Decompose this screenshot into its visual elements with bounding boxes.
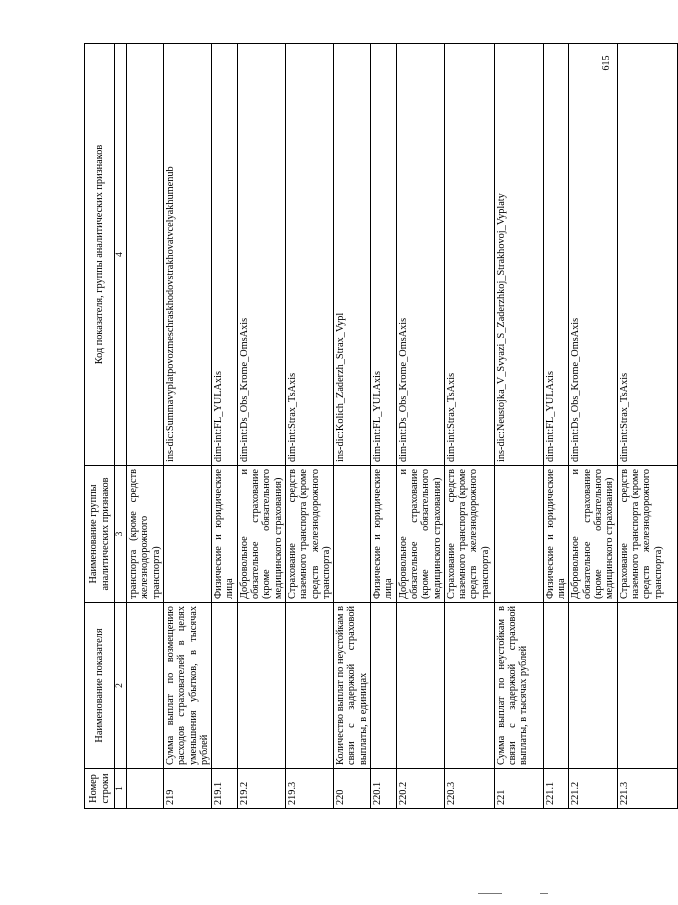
group-name: Физические и юридические лица bbox=[212, 466, 238, 603]
row-number: 221.3 bbox=[617, 769, 677, 809]
indicator-code: ins-dic:Kolich_Zaderzh_Strax_Vypl bbox=[334, 44, 371, 466]
row-number: 219.2 bbox=[237, 769, 285, 809]
indicator-name bbox=[127, 603, 164, 769]
indicator-name bbox=[569, 603, 617, 769]
column-number: 4 bbox=[115, 44, 127, 466]
table-row bbox=[212, 44, 238, 809]
row-number: 220.2 bbox=[396, 769, 444, 809]
column-number: 2 bbox=[115, 603, 127, 769]
indicator-name bbox=[617, 603, 677, 769]
row-number: 220.3 bbox=[444, 769, 494, 809]
group-name: Страхование средств наземного транспорта (кроме средств железнодорожного транспорта) bbox=[285, 466, 333, 603]
row-number: 219.3 bbox=[285, 769, 333, 809]
header-group-name: Наименование группы аналитических признаков bbox=[85, 466, 115, 603]
indicator-code: dim-int:Strax_TsAxis bbox=[285, 44, 333, 466]
footer-divider bbox=[540, 893, 548, 894]
indicator-name bbox=[543, 603, 569, 769]
indicator-code: dim-int:Ds_Obs_Krome_OmsAxis bbox=[237, 44, 285, 466]
indicator-name bbox=[212, 603, 238, 769]
group-name: Физические и юридические лица bbox=[543, 466, 569, 603]
page-number: 615 bbox=[601, 55, 612, 71]
indicator-code: ins-dic:Summavyplatpovozmeschraskhodovstrakhovatvcelyakhumenub bbox=[164, 44, 212, 466]
indicator-name bbox=[371, 603, 397, 769]
indicator-name bbox=[285, 603, 333, 769]
row-number: 219.1 bbox=[212, 769, 238, 809]
row-number: 221.2 bbox=[569, 769, 617, 809]
group-name: Добровольное и обязательное страхование (кроме обязательного медицинского страхования) bbox=[569, 466, 617, 603]
table-row bbox=[237, 44, 285, 809]
group-name: Страхование средств наземного транспорта (кроме средств железнодорожного транспорта) bbox=[444, 466, 494, 603]
table-header-row bbox=[85, 44, 115, 809]
row-number: 220 bbox=[334, 769, 371, 809]
indicator-code: dim-int:FL_YULAxis bbox=[212, 44, 238, 466]
row-number: 220.1 bbox=[371, 769, 397, 809]
indicator-table bbox=[84, 43, 678, 809]
group-name: Физические и юридические лица bbox=[371, 466, 397, 603]
row-number: 221.1 bbox=[543, 769, 569, 809]
footer-divider bbox=[478, 893, 502, 894]
table-row bbox=[371, 44, 397, 809]
table-row bbox=[334, 44, 371, 809]
table-row bbox=[164, 44, 212, 809]
header-row-number: Номер строки bbox=[85, 769, 115, 809]
indicator-code: ins-dic:Neustojka_V_Svyazi_S_Zaderzhkoj_Strakhovoj_Vyplaty bbox=[494, 44, 543, 466]
indicator-code: dim-int:Strax_TsAxis bbox=[617, 44, 677, 466]
header-indicator-name: Наименование показателя bbox=[85, 603, 115, 769]
table-row bbox=[396, 44, 444, 809]
indicator-code bbox=[127, 44, 164, 466]
indicator-code: dim-int:Ds_Obs_Krome_OmsAxis bbox=[569, 44, 617, 466]
indicator-name: Количество выплат по неустойкам в связи с задержкой страховой выплаты, в единицах bbox=[334, 603, 371, 769]
column-number: 3 bbox=[115, 466, 127, 603]
table-row bbox=[617, 44, 677, 809]
group-name: Добровольное и обязательное страхование (кроме обязательного медицинского страхования) bbox=[396, 466, 444, 603]
row-number: 219 bbox=[164, 769, 212, 809]
indicator-code: dim-int:Strax_TsAxis bbox=[444, 44, 494, 466]
group-name bbox=[334, 466, 371, 603]
row-number: 221 bbox=[494, 769, 543, 809]
row-number bbox=[127, 769, 164, 809]
group-name bbox=[494, 466, 543, 603]
table-row bbox=[569, 44, 617, 809]
group-name: Добровольное и обязательное страхование (кроме обязательного медицинского страхования) bbox=[237, 466, 285, 603]
indicator-name bbox=[396, 603, 444, 769]
indicator-code: dim-int:Ds_Obs_Krome_OmsAxis bbox=[396, 44, 444, 466]
indicator-name bbox=[444, 603, 494, 769]
header-code: Код показателя, группы аналитических признаков bbox=[85, 44, 115, 466]
table-row bbox=[444, 44, 494, 809]
column-number: 1 bbox=[115, 769, 127, 809]
table-row bbox=[127, 44, 164, 809]
indicator-name bbox=[237, 603, 285, 769]
table-row bbox=[543, 44, 569, 809]
group-name: транспорта (кроме средств железнодорожного транспорта) bbox=[127, 466, 164, 603]
group-name: Страхование средств наземного транспорта (кроме средств железнодорожного транспорта) bbox=[617, 466, 677, 603]
table-row bbox=[494, 44, 543, 809]
indicator-code: dim-int:FL_YULAxis bbox=[371, 44, 397, 466]
indicator-name: Сумма выплат по неустойкам в связи с задержкой страховой выплаты, в тысячах рублей bbox=[494, 603, 543, 769]
table-row bbox=[285, 44, 333, 809]
column-numbers-row bbox=[115, 44, 127, 809]
indicator-code: dim-int:FL_YULAxis bbox=[543, 44, 569, 466]
group-name bbox=[164, 466, 212, 603]
indicator-name: Сумма выплат по возмещению расходов страхователей в целях уменьшения убытков, в тысячах рублей bbox=[164, 603, 212, 769]
